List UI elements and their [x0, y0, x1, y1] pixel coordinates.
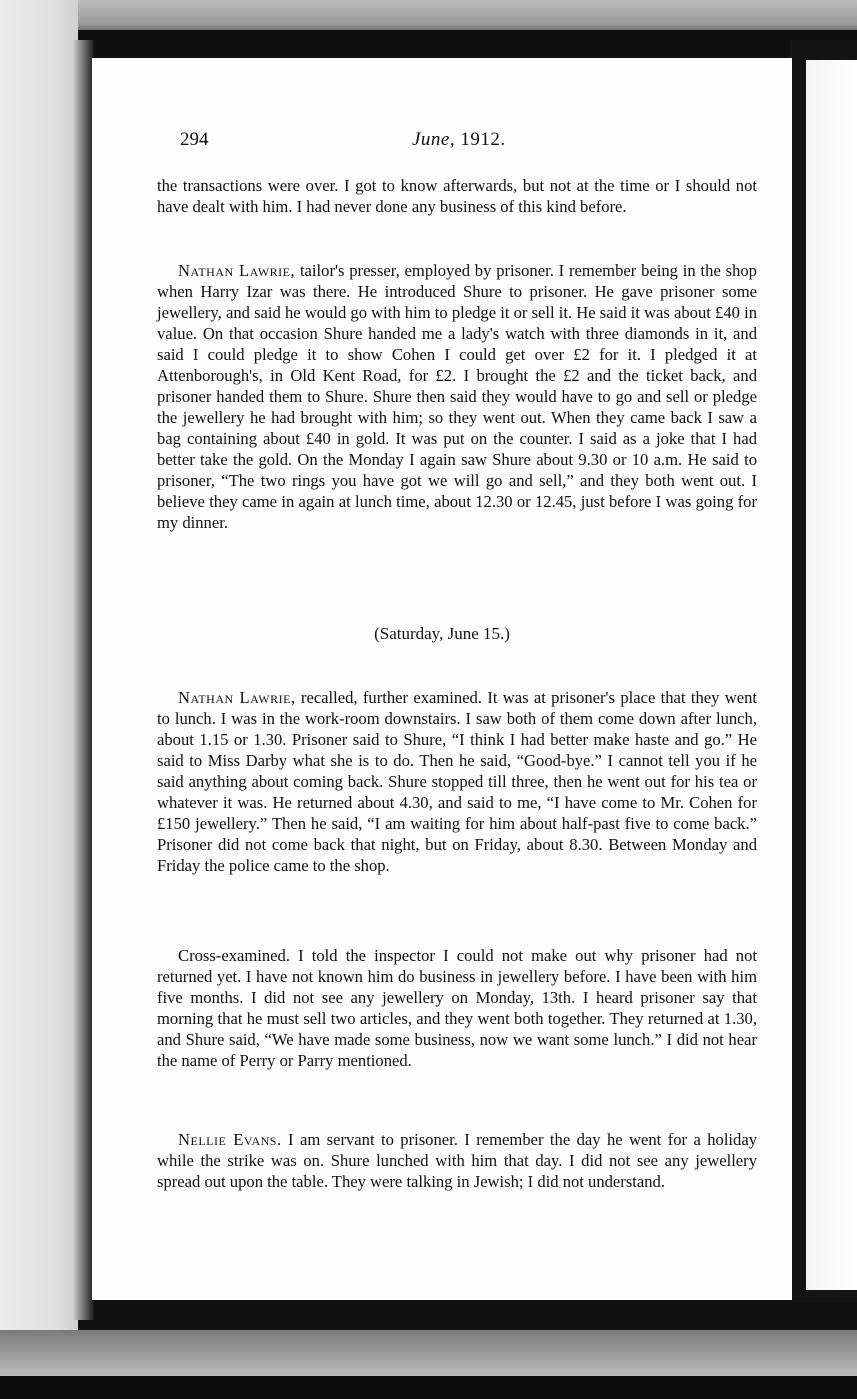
- witness-name: Nathan Lawrie,: [178, 688, 296, 707]
- page-number: 294: [180, 129, 209, 150]
- scan-left-margin: [0, 0, 78, 1399]
- testimony-nathan-lawrie: [157, 260, 757, 533]
- book-top-edge: [78, 30, 857, 60]
- page-header: [92, 129, 792, 159]
- cross-examination-text: Cross-examined. I told the inspector I could not make out why prisoner had not returned yet. I have not known him do business in jewellery before. I have been with him five months. I did not see any jewellery on Monday, 13th. I heard prisoner say that morning that he must sell two articles, and they went both together. They returned at 1.30, and Shure said, “We have made some business, now we want some lunch.” I did not hear the name of Perry or Parry mentioned.: [157, 946, 757, 1070]
- testimony-text: recalled, further examined. It was at prisoner's place that they went to lunch. I was in the work-room downstairs. I saw both of them come down after lunch, about 1.15 or 1.30. Prisoner said to Shure, “I think I had better make haste and go.” He said to Miss Darby what she is to do. Then he said, “Good-bye.” I cannot tell you if he said anything about coming back. Shure stopped till three, then he went out for his tea or whatever it was. He returned about 4.30, and said to me, “I have come to Mr. Cohen for £150 jewellery.” Then he said, “I am waiting for him about half-past five to come back.” Prisoner did not come back that night, but on Friday, about 8.30. Between Monday and Friday the police came to the shop.: [157, 688, 757, 875]
- scan-bottom-background: [0, 1330, 857, 1376]
- adjacent-page-edge: [806, 60, 857, 1290]
- page-fold-shadow: [72, 40, 94, 1320]
- scan-bottom-strip: [0, 1376, 857, 1399]
- cross-examination: [157, 945, 757, 1071]
- running-head-month: June,: [412, 129, 456, 150]
- paragraph-continued: [157, 175, 757, 217]
- testimony-nathan-lawrie-recalled: [157, 687, 757, 876]
- paragraph-text: the transactions were over. I got to know afterwards, but not at the time or I should not have dealt with him. I had never done any business of this kind before.: [157, 176, 757, 216]
- running-head: [412, 129, 506, 151]
- running-head-year: 1912.: [460, 129, 506, 150]
- book-page: [92, 58, 792, 1300]
- date-heading: (Saturday, June 15.): [374, 624, 510, 643]
- testimony-nellie-evans: [157, 1129, 757, 1192]
- testimony-text: I am servant to prisoner. I remember the day he went for a holiday while the strike was on. Shure lunched with him that day. I did not see any jewellery spread out upon the table. They were talking in Jewish; I did not understand.: [157, 1130, 757, 1191]
- testimony-text: tailor's presser, employed by prisoner. I remember being in the shop when Harry Izar was there. He introduced Shure to prisoner. He gave prisoner some jewellery, and said he would go with him to pledge it or sell it. He said it was about £40 in value. On that occasion Shure handed me a lady's watch with three diamonds in it, and said I could pledge it to show Cohen I could get over £2 for it. I pledged it at Attenborough's, in Old Kent Road, for £2. I brought the £2 and the ticket back, and prisoner handed them to Shure. Shure then said they would have to go and sell or pledge the jewellery he had brought with him; so they went out. When they came back I saw a bag containing about £40 in gold. It was put on the counter. I said as a joke that I had better take the gold. On the Monday I again saw Shure about 9.30 or 10 a.m. He said to prisoner, “The two rings you have got we will go and sell,” and they both went out. I believe they came in again at lunch time, about 12.30 or 12.45, just before I was going for my dinner.: [157, 261, 757, 532]
- witness-name: Nellie Evans.: [178, 1130, 282, 1149]
- witness-name: Nathan Lawrie,: [178, 261, 296, 280]
